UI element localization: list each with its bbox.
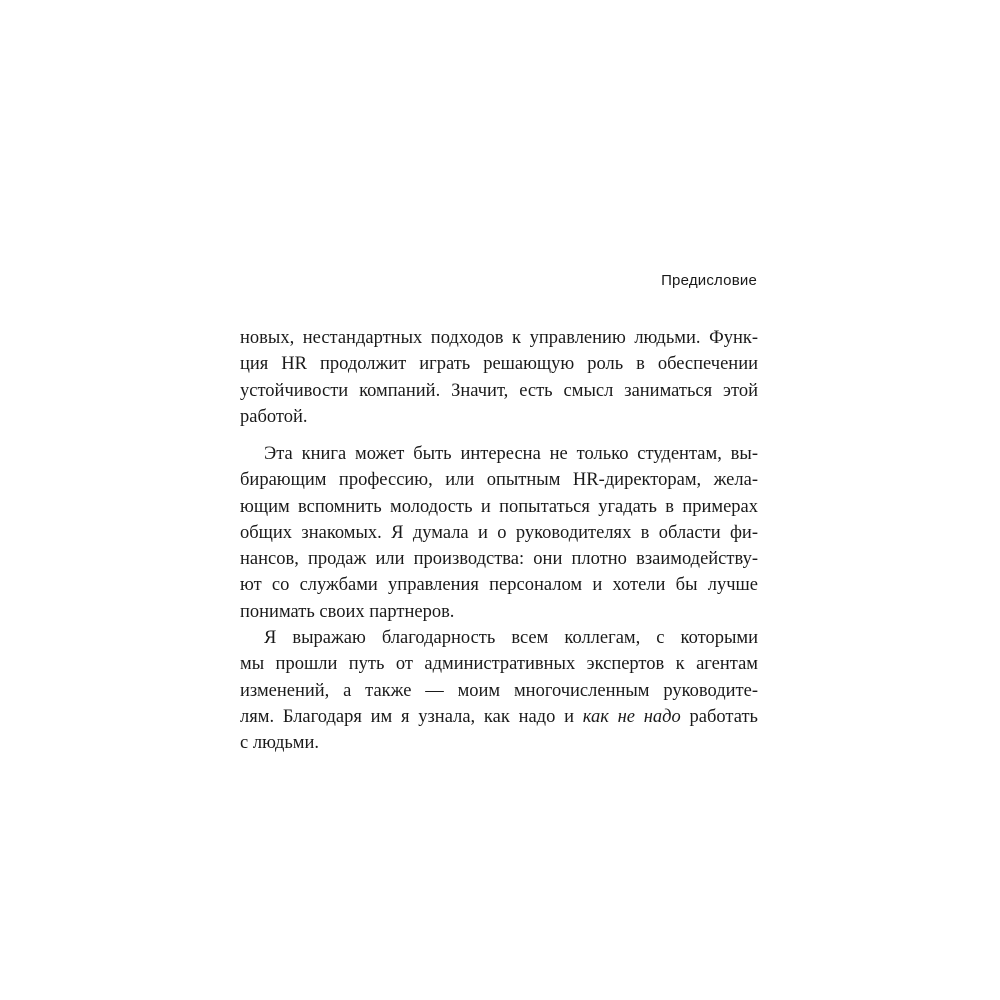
text-line: общих знакомых. Я думала и о руководителях в области фи-: [240, 522, 758, 543]
text-line: Я выражаю благодарность всем коллегам, с которыми: [264, 628, 758, 649]
text-line: ющим вспомнить молодость и попытаться угадать в примерах: [240, 496, 758, 517]
text-line: понимать своих партнеров.: [240, 601, 455, 622]
text-line: ют со службами управления персоналом и хотели бы лучше: [240, 575, 758, 596]
text-line: ция HR продолжит играть решающую роль в обеспечении: [240, 354, 758, 375]
text-line-mixed: [240, 704, 758, 730]
paragraph-2: [240, 441, 758, 625]
italic-emphasis: как не надо: [582, 706, 681, 727]
text-line: Эта книга может быть интересна не только студентам, вы-: [264, 444, 758, 464]
text-line: изменений, а также — моим многочисленным руководите-: [240, 680, 758, 701]
paragraph-3: [240, 625, 758, 756]
text-line: с людьми.: [240, 733, 320, 754]
text-line: нансов, продаж или производства: они плотно взаимодейству-: [240, 549, 758, 570]
text-line: устойчивости компаний. Значит, есть смысл заниматься этой: [240, 380, 758, 401]
text-line: новых, нестандартных подходов к управлению людьми. Функ-: [240, 328, 758, 348]
text-run: лям. Благодаря им я узнала, как надо и: [240, 706, 583, 727]
text-line: работой.: [240, 406, 308, 427]
paragraphs-2-3: [240, 441, 758, 757]
running-head: Предисловие: [661, 272, 757, 289]
paragraph-1: [240, 325, 758, 430]
text-line: мы прошли путь от административных экспертов к агентам: [240, 654, 758, 675]
text-line: бирающим профессию, или опытным HR-директорам, жела-: [240, 470, 758, 491]
text-run: работать: [680, 706, 758, 727]
